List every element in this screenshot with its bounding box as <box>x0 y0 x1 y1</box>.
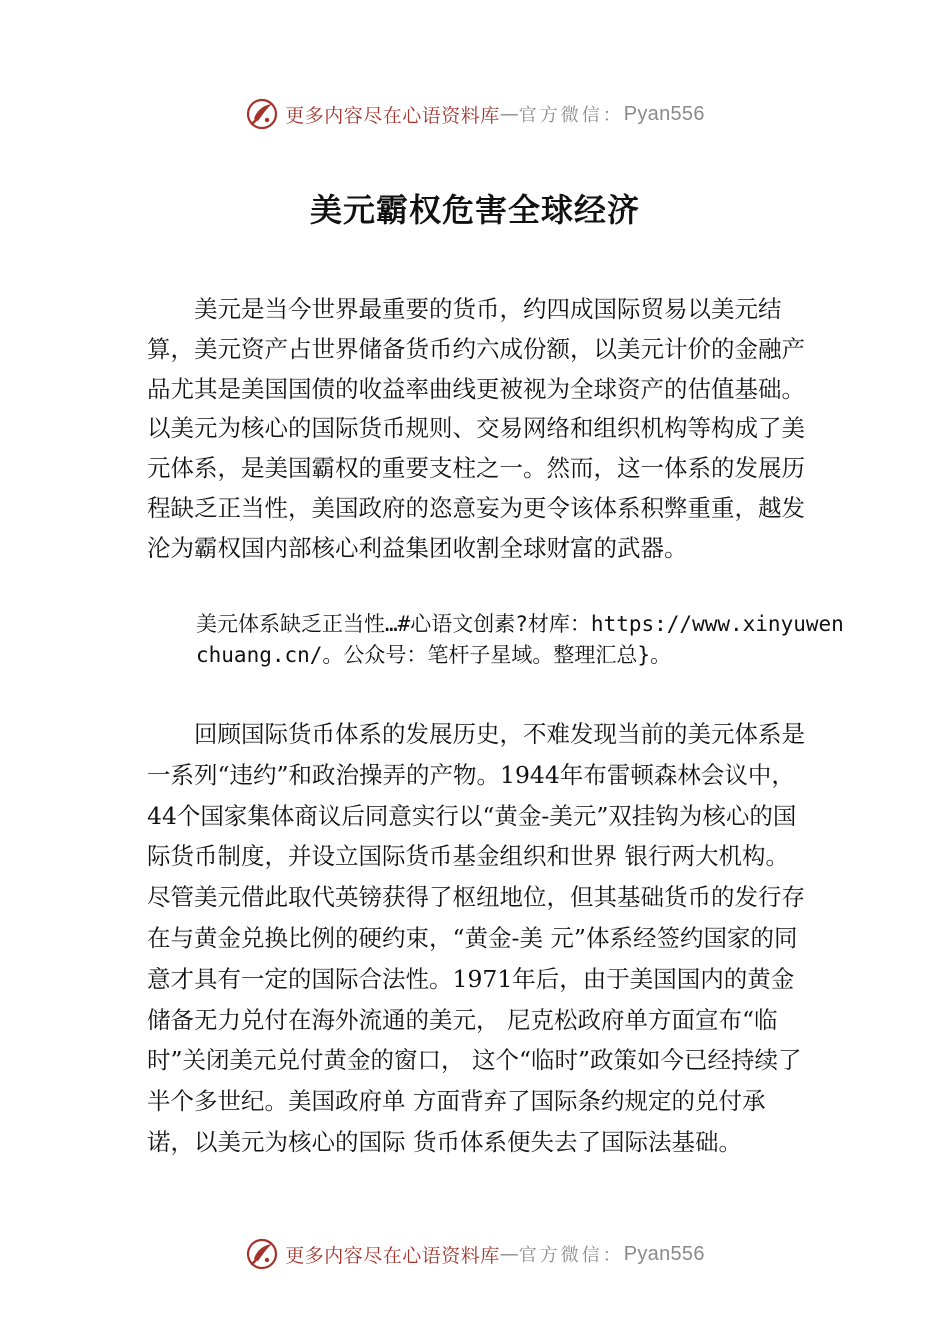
header-brand-text: 更多内容尽在心语资料库 <box>285 104 500 127</box>
header-wechat-id: Pyan556 <box>623 102 705 125</box>
article-paragraph-2: 回顾国际货币体系的发展历史，不难发现当前的美元体系是一系列“违约”和政治操弄的产物。1944年布雷顿森林会议中，44个国家集体商议后同意实行以“黄金-美元”双挂钩为核心的国际货币制度，并设立国际货币基金组织和世界 银行两大机构。尽管美元借此取代英镑获得了枢纽地位，但其基础货币的发行存在与黄金兑换比例的硬约束，“黄金-美 元”体系经签约国家的同意才具有一定的国际合法性。1971年后，由于美国国内的黄金储备无力兑付在海外流通的美元， 尼克松政府单方面宣布“临时”关闭美元兑付黄金的窗口， 这个“临时”政策如今已经持续了半个多世纪。美国政府单 方面背弃了国际条约规定的兑付承诺，以美元为核心的国际 货币体系便失去了国际法基础。 <box>147 720 805 1156</box>
article-title: 美元霸权危害全球经济 <box>309 191 640 229</box>
source-note: 美元体系缺乏正当性…#心语文创素?材库：https://www.xinyuwenchuang.cn/。公众号：笔杆子星域。整理汇总}。 <box>196 612 844 667</box>
footer-separator: — <box>499 1243 519 1265</box>
footer-wechat-id: Pyan556 <box>623 1242 705 1265</box>
header-separator: — <box>499 103 519 125</box>
brand-logo-icon <box>245 1237 279 1271</box>
header-banner <box>0 94 950 134</box>
footer-brand-text: 更多内容尽在心语资料库 <box>285 1244 500 1267</box>
header-wechat-label: 官方微信： <box>518 105 624 126</box>
footer-wechat-label: 官方微信： <box>518 1245 624 1266</box>
footer-banner <box>0 1234 950 1274</box>
brand-logo-icon <box>245 97 279 131</box>
article-paragraph-1: 美元是当今世界最重要的货币，约四成国际贸易以美元结算，美元资产占世界储备货币约六成份额，以美元计价的金融产品尤其是美国国债的收益率曲线更被视为全球资产的估值基础。以美元为核心的国际货币规则、交易网络和组织机构等构成了美元体系，是美国霸权的重要支柱之一。然而，这一体系的发展历程缺乏正当性，美国政府的恣意妄为更令该体系积弊重重，越发沦为霸权国内部核心利益集团收割全球财富的武器。 <box>147 295 805 562</box>
